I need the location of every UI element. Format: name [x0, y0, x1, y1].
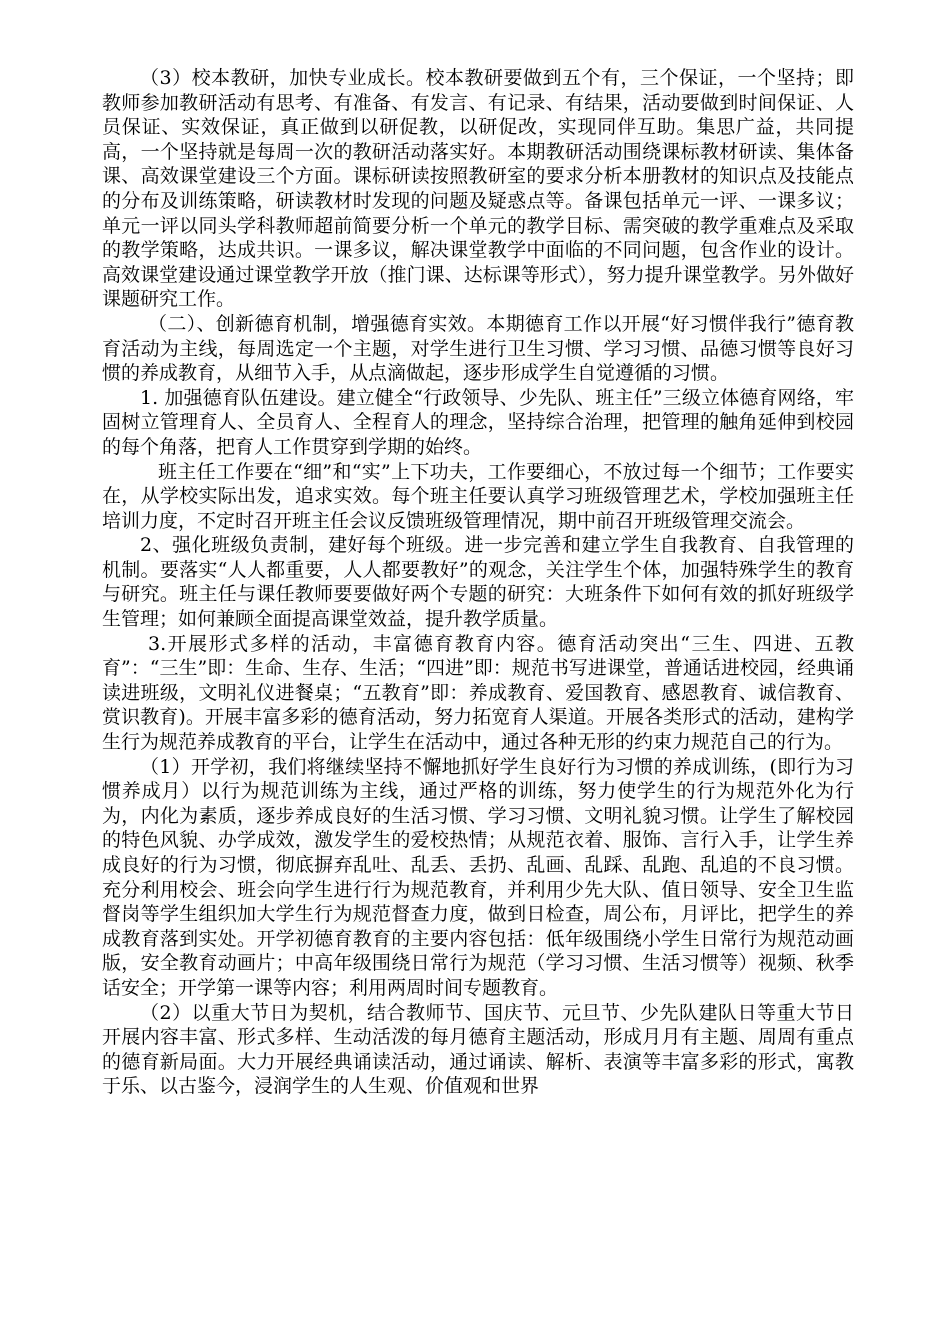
document-page — [102, 66, 854, 1099]
paragraph-moral-mechanism: （二）、创新德育机制，增强德育实效。本期德育工作以开展“好习惯伴我行”德育教育活动为主线，每周选定一个主题，对学生进行卫生习惯、学习习惯、品德习惯等良好习惯的养成教育，从细节入手，从点滴做起，逐步形成学生自觉遵循的习惯。 — [102, 312, 854, 385]
paragraph-school-research: （3）校本教研，加快专业成长。校本教研要做到五个有，三个保证，一个坚持；即教师参加教研活动有思考、有准备、有发言、有记录、有结果，活动要做到时间保证、人员保证、实效保证，真正做到以研促教，以研促改，实现同伴互助。集思广益，共同提高，一个坚持就是每周一次的教研活动落实好。本期教研活动围绕课标教材研读、集体备课、高效课堂建设三个方面。课标研读按照教研室的要求分析本册教材的知识点及技能点的分布及训练策略，研读教材时发现的问题及疑惑点等。备课包括单元一评、一课多议；单元一评以同头学科教师超前简要分析一个单元的教学目标、需突破的教学重难点及采取的教学策略，达成共识。一课多议，解决课堂教学中面临的不同问题，包含作业的设计。高效课堂建设通过课堂教学开放（推门课、达标课等形式），努力提升课堂教学。另外做好课题研究工作。 — [102, 67, 854, 311]
paragraph-moral-team: 1. 加强德育队伍建设。建立健全“行政领导、少先队、班主任”三级立体德育网络，牢固树立管理育人、全员育人、全程育人的理念，坚持综合治理，把管理的触角延伸到校园的每个角落，把育人工作贯穿到学期的始终。 — [102, 386, 854, 458]
paragraph-diverse-activities: 3.开展形式多样的活动，丰富德育教育内容。德育活动突出“三生、四进、五教育”：“三生”即：生命、生存、生活；“四进”即：规范书写进课堂，普通话进校园，经典诵读进班级，文明礼仪进餐桌；“五教育”即：养成教育、爱国教育、感恩教育、诚信教育、赏识教育)。开展丰富多彩的德育活动，努力拓宽育人渠道。开展各类形式的活动，建构学生行为规范养成教育的平台，让学生在活动中，通过各种无形的约束力规范自己的行为。 — [102, 632, 854, 754]
paragraph-habit-training: （1）开学初，我们将继续坚持不懈地抓好学生良好行为习惯的养成训练，(即行为习惯养成月）以行为规范训练为主线，通过严格的训练，努力使学生的行为规范外化为行为，内化为素质，逐步养成良好的生活习惯、学习习惯、文明礼貌习惯。让学生了解校园的特色风貌、办学成效，激发学生的爱校热情；从规范衣着、服饰、言行入手，让学生养成良好的行为习惯，彻底摒弃乱吐、乱丢、丢扔、乱画、乱踩、乱跑、乱追的不良习惯。充分利用校会、班会向学生进行行为规范教育，并利用少先大队、值日领导、安全卫生监督岗等学生组织加大学生行为规范督查力度，做到日检查，周公布，月评比，把学生的养成教育落到实处。开学初德育教育的主要内容包括：低年级围绕小学生日常行为规范动画版，安全教育动画片；中高年级围绕日常行为规范（学习习惯、生活习惯等）视频、秋季话安全；开学第一课等内容；利用两周时间专题教育。 — [102, 755, 854, 999]
paragraph-class-teacher-work: 班主任工作要在“细”和“实”上下功夫，工作要细心，不放过每一个细节；工作要实在，从学校实际出发，追求实效。每个班主任要认真学习班级管理艺术，学校加强班主任培训力度，不定时召开班主任会议反馈班级管理情况，期中前召开班级管理交流会。 — [102, 460, 854, 532]
paragraph-festival-activities: （2）以重大节日为契机，结合教师节、国庆节、元旦节、少先队建队日等重大节日开展内容丰富、形式多样、生动活泼的每月德育主题活动，形成月月有主题、周周有重点的德育新局面。大力开展经典诵读活动，通过诵读、解析、表演等丰富多彩的形式，寓教于乐、以古鉴今，浸润学生的人生观、价值观和世界 — [102, 1001, 854, 1098]
paragraph-class-responsibility: 2、强化班级负责制，建好每个班级。进一步完善和建立学生自我教育、自我管理的机制。要落实“人人都重要，人人都要教好”的观念，关注学生个体，加强特殊学生的教育与研究。班主任与课任教师要要做好两个专题的研究：大班条件下如何有效的抓好班级学生管理；如何兼顾全面提高课堂效益，提升教学质量。 — [102, 534, 854, 631]
